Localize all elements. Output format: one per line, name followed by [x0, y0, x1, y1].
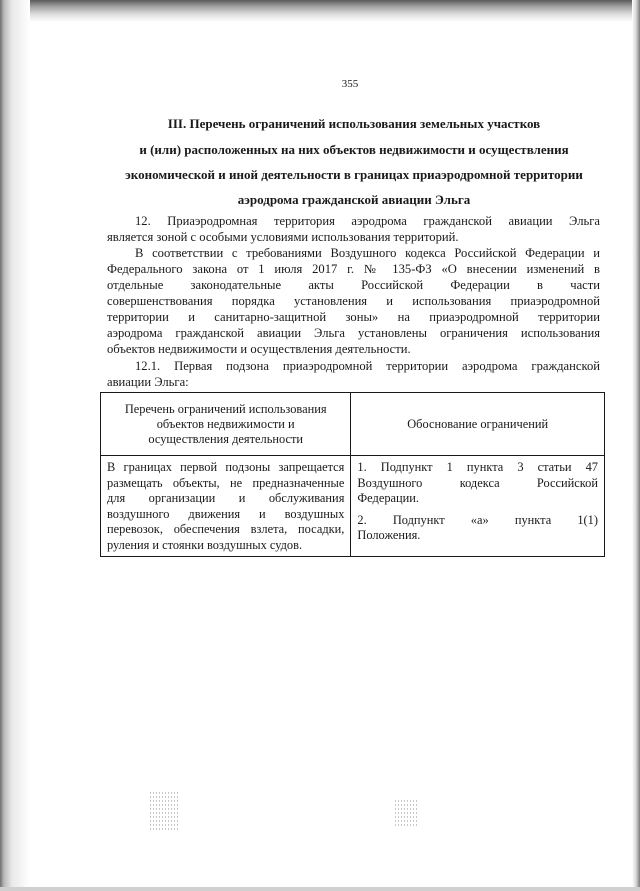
paragraph-line: 12. Приаэродромная территория аэродрома гражданской авиации Эльга — [135, 214, 600, 228]
header-line: осуществления деятельности — [148, 431, 304, 446]
scan-shadow-bottom — [0, 887, 640, 891]
cell-line: Федерации. — [357, 491, 420, 505]
cell-line: Воздушного кодекса Российской — [357, 475, 598, 490]
header-restrictions-list — [101, 393, 351, 456]
section-heading-line-2: и (или) расположенных на них объектов недвижимости и осуществления — [139, 142, 569, 157]
section-heading-line-4: аэродрома гражданской авиации Эльга — [237, 192, 471, 207]
header-line: Перечень ограничений использования — [124, 401, 327, 416]
faint-stamp-mark — [395, 798, 417, 828]
paragraph-legal-basis — [107, 245, 600, 357]
paragraph-line: совершенствования порядка установления и использования приаэродромной — [107, 294, 600, 308]
cell-line: размещать объекты, не предназначенные — [107, 475, 345, 490]
section-heading-line-3: экономической и иной деятельности в границах приаэродромной территории — [125, 167, 583, 182]
restrictions-table — [100, 392, 605, 557]
cell-line: Положения. — [357, 528, 421, 542]
cell-justification-text — [351, 456, 605, 557]
paragraph-line: В соответствии с требованиями Воздушного кодекса Российской Федерации и — [135, 246, 600, 260]
paragraph-line: 12.1. Первая подзона приаэродромной территории аэродрома гражданской — [135, 359, 600, 373]
cell-line: руления и стоянки воздушных судов. — [107, 537, 303, 552]
cell-line: воздушного движения и воздушных — [107, 506, 345, 521]
table-header-row — [101, 393, 605, 456]
paragraph-12 — [107, 213, 600, 245]
paragraph-line: территории и санитарно-защитной зоны» на приаэродромной территории — [107, 310, 600, 324]
scan-shadow-left — [0, 0, 30, 891]
cell-line: 1. Подпункт 1 пункта 3 статьи 47 — [357, 460, 598, 474]
paragraph-line: объектов недвижимости и осуществления деятельности. — [107, 342, 411, 356]
cell-restriction-text — [101, 456, 351, 557]
cell-line: перевозок, обеспечения взлета, посадки, — [107, 522, 345, 536]
paragraph-line: отдельные законодательные акты Российской Федерации в части — [107, 278, 600, 292]
scan-shadow-top — [0, 0, 640, 22]
header-justification: Обоснование ограничений — [351, 393, 605, 456]
paragraph-12-1 — [107, 358, 600, 390]
scan-shadow-right — [632, 0, 640, 891]
cell-line: 2. Подпункт «а» пункта 1(1) — [357, 512, 598, 527]
page-number: 355 — [341, 78, 359, 90]
header-line: объектов недвижимости и — [156, 416, 295, 431]
faint-stamp-mark — [150, 790, 180, 832]
table-row — [101, 456, 605, 557]
section-heading-line-1: III. Перечень ограничений использования земельных участков — [167, 116, 541, 131]
paragraph-line: является зоной с особыми условиями использования территорий. — [107, 230, 459, 244]
cell-line: для организации и обслуживания — [107, 491, 345, 505]
paragraph-line: авиации Эльга: — [107, 375, 189, 389]
cell-line: В границах первой подзоны запрещается — [107, 460, 345, 474]
paragraph-line: аэродрома гражданской авиации Эльга установлены ограничения использования — [107, 326, 600, 340]
paragraph-line: Федерального закона от 1 июля 2017 г. № 135-ФЗ «О внесении изменений в — [107, 262, 600, 276]
